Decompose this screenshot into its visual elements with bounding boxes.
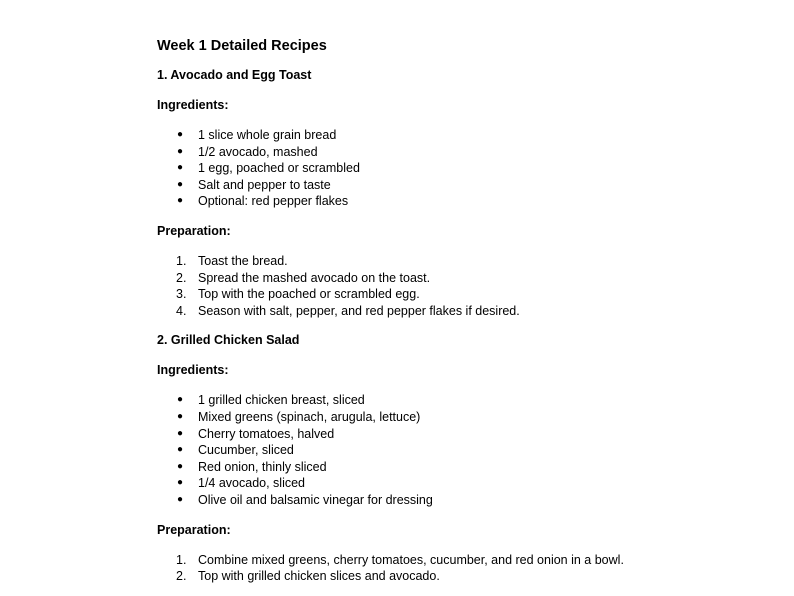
list-item xyxy=(157,303,757,320)
list-item xyxy=(157,426,757,443)
list-item xyxy=(157,286,757,303)
bullet-icon: ● xyxy=(177,477,184,489)
step-text: Spread the mashed avocado on the toast. xyxy=(198,270,431,285)
list-item xyxy=(157,409,757,426)
bullet-icon: ● xyxy=(177,427,184,439)
preparation-steps xyxy=(157,253,757,319)
document-title: Week 1 Detailed Recipes xyxy=(157,38,327,54)
recipe-title: 2. Grilled Chicken Salad xyxy=(157,333,300,348)
list-item xyxy=(157,160,757,177)
bullet-icon: ● xyxy=(177,410,184,422)
list-item xyxy=(157,442,757,459)
step-text: Top with grilled chicken slices and avocado. xyxy=(198,569,440,584)
bullet-icon: ● xyxy=(177,394,184,406)
bullet-icon: ● xyxy=(177,195,184,207)
ingredient-text: Olive oil and balsamic vinegar for dressing xyxy=(198,492,433,507)
step-number: 1. xyxy=(176,552,187,567)
ingredient-text: 1 slice whole grain bread xyxy=(198,128,337,142)
ingredient-text: 1/4 avocado, sliced xyxy=(198,476,306,491)
preparation-steps xyxy=(157,552,757,585)
preparation-heading: Preparation: xyxy=(157,522,231,537)
ingredient-text: Salt and pepper to taste xyxy=(198,177,331,192)
bullet-icon: ● xyxy=(177,444,184,456)
ingredient-text: 1/2 avocado, mashed xyxy=(198,144,318,159)
bullet-icon: ● xyxy=(177,178,184,190)
bullet-icon: ● xyxy=(177,460,184,472)
ingredient-text: Optional: red pepper flakes xyxy=(198,194,349,209)
ingredients-list xyxy=(157,127,757,210)
step-number: 4. xyxy=(176,303,187,318)
step-text: Season with salt, pepper, and red pepper flakes if desired. xyxy=(198,303,520,318)
step-text: Toast the bread. xyxy=(198,253,288,268)
preparation-heading: Preparation: xyxy=(157,223,231,238)
list-item xyxy=(157,568,757,585)
list-item xyxy=(157,270,757,287)
ingredient-text: Red onion, thinly sliced xyxy=(198,459,327,474)
recipe-title: 1. Avocado and Egg Toast xyxy=(157,68,312,82)
step-number: 3. xyxy=(176,287,187,302)
ingredient-text: Cherry tomatoes, halved xyxy=(198,426,335,441)
list-item xyxy=(157,127,757,144)
step-text: Combine mixed greens, cherry tomatoes, cucumber, and red onion in a bowl. xyxy=(198,552,624,567)
list-item xyxy=(157,144,757,161)
bullet-icon: ● xyxy=(177,162,184,174)
ingredient-text: Cucumber, sliced xyxy=(198,443,294,458)
bullet-icon: ● xyxy=(177,493,184,505)
step-number: 2. xyxy=(176,569,187,584)
list-item xyxy=(157,492,757,509)
bullet-icon: ● xyxy=(177,145,184,157)
list-item xyxy=(157,253,757,270)
list-item xyxy=(157,193,757,210)
step-number: 1. xyxy=(176,253,187,268)
ingredient-text: 1 egg, poached or scrambled xyxy=(198,161,360,176)
ingredients-heading: Ingredients: xyxy=(157,98,229,112)
list-item xyxy=(157,475,757,492)
step-text: Top with the poached or scrambled egg. xyxy=(198,287,420,302)
list-item xyxy=(157,459,757,476)
bullet-icon: ● xyxy=(177,129,184,140)
list-item xyxy=(157,177,757,194)
ingredients-list xyxy=(157,392,757,508)
list-item xyxy=(157,392,757,409)
step-number: 2. xyxy=(176,270,187,285)
document-body xyxy=(157,36,757,585)
ingredient-text: Mixed greens (spinach, arugula, lettuce) xyxy=(198,409,421,424)
ingredient-text: 1 grilled chicken breast, sliced xyxy=(198,393,365,408)
ingredients-heading: Ingredients: xyxy=(157,363,229,378)
list-item xyxy=(157,552,757,569)
